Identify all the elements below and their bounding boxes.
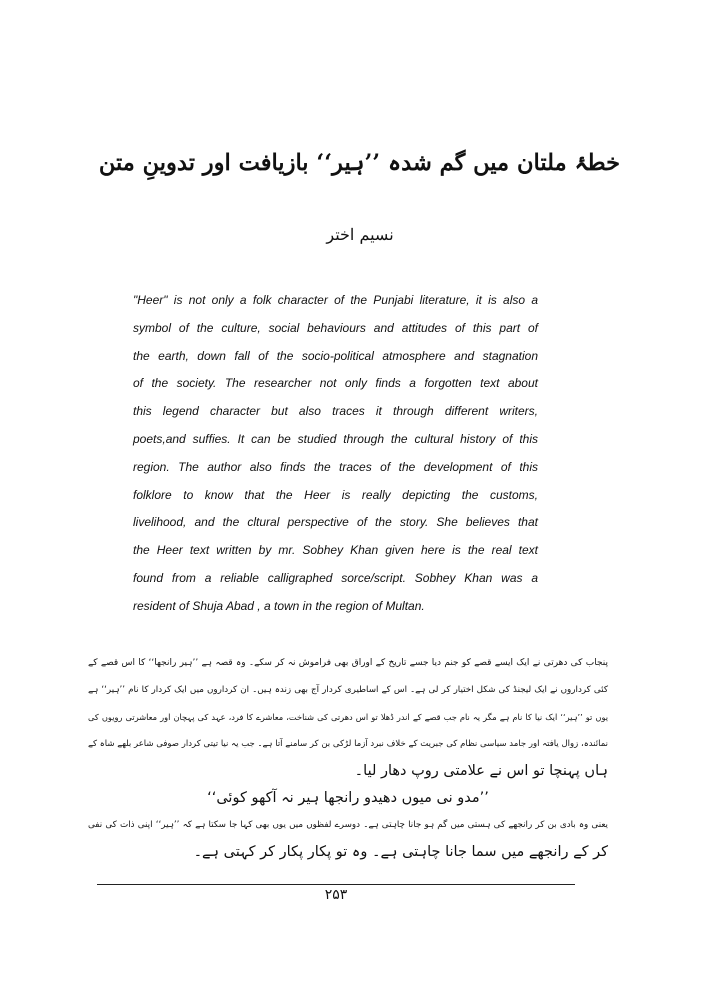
body-line: کئی کرداروں نے ایک لیجنڈ کی شکل اختیار کر لی ہے۔ اس کے اساطیری کردار آج بھی زندہ ہیں۔ ان کرداروں میں ایک کردار کا نام ’’ہیر‘‘ ہے — [88, 685, 608, 695]
author-name: نسیم اختر — [326, 225, 394, 244]
abstract-line: livelihood, and the cltural perspective of the story. She believes that — [133, 515, 538, 530]
body-line: کر کے رانجھے میں سما جانا چاہتی ہے۔ وہ تو پکار پکار کر کہتی ہے۔ — [193, 844, 608, 860]
abstract-line: folklore to know that the Heer is really depicting the customs, — [133, 487, 538, 502]
abstract-line: "Heer" is not only a folk character of the Punjabi literature, it is also a — [133, 293, 538, 307]
page-number: ۲۵۳ — [324, 887, 348, 903]
abstract-line: the Heer text written by mr. Sobhey Khan given here is the real text — [133, 543, 538, 558]
urdu-body — [88, 650, 608, 866]
abstract-line: resident of Shuja Abad , a town in the region of Multan. — [133, 598, 425, 613]
body-line: یعنی وہ بادی بن کر رانجھے کی ہستی میں گم ہو جانا چاہتی ہے۔ دوسرے لفظوں میں یوں بھی کہا جا سکتا ہے کہ ’’ہیر‘‘ اپنی ذات کی نفی — [88, 820, 608, 830]
abstract-line: found from a reliable calligraphed sorce/script. Sobhey Khan was a — [133, 570, 538, 585]
body-line: نمائندہ، زوال یافتہ اور جامد سیاسی نظام کی جبریت کے خلاف نبرد آزما لڑکی بن کر سامنے آتا ہے۔ جب یہ نیا تیتی کردار صوفی شاعر بلھے شاہ کے — [88, 739, 608, 749]
abstract-line: of the society. The researcher not only finds a forgotten text about — [133, 376, 538, 391]
body-line: یوں تو ’’ہیر‘‘ ایک نیا کا نام ہے مگر یہ نام جب قصے کے اندر ڈھلا تو اس دھرتی کی شناخت، معاشرے کا فرد، عہد کی پہچان اور معاشرتی رویوں کی — [88, 712, 608, 722]
abstract-line: region. The author also finds the traces of the development of this — [133, 459, 538, 474]
body-line: ہاں پہنچا تو اس نے علامتی روپ دھار لیا۔ — [354, 763, 608, 779]
body-line: پنجاب کی دھرتی نے ایک ایسے قصے کو جنم دیا جسے تاریخ کے اوراق بھی فراموش نہ کر سکے۔ وہ قصہ ہے ’’ہیر رانجھا‘‘ کا اس قصے کے — [88, 658, 608, 668]
abstract-line: the earth, down fall of the socio-political atmosphere and stagnation — [133, 348, 538, 363]
footer-rule — [97, 884, 575, 885]
verse-quote: ’’مدو نی میوں دھیدو رانجھا ہیر نہ آکھو کوئی‘‘ — [207, 790, 489, 806]
article-title: خطۂ ملتان میں گم شدہ ’’ہیر‘‘ بازیافت اور تدوینِ متن — [98, 150, 620, 176]
abstract-line: symbol of the culture, social behaviours and attitudes of this part of — [133, 320, 538, 335]
abstract-line: this legend character but also traces it through different writers, — [133, 404, 538, 419]
abstract-line: poets,and suffies. It can be studied through the cultural history of this — [133, 431, 538, 446]
english-abstract — [133, 287, 538, 621]
